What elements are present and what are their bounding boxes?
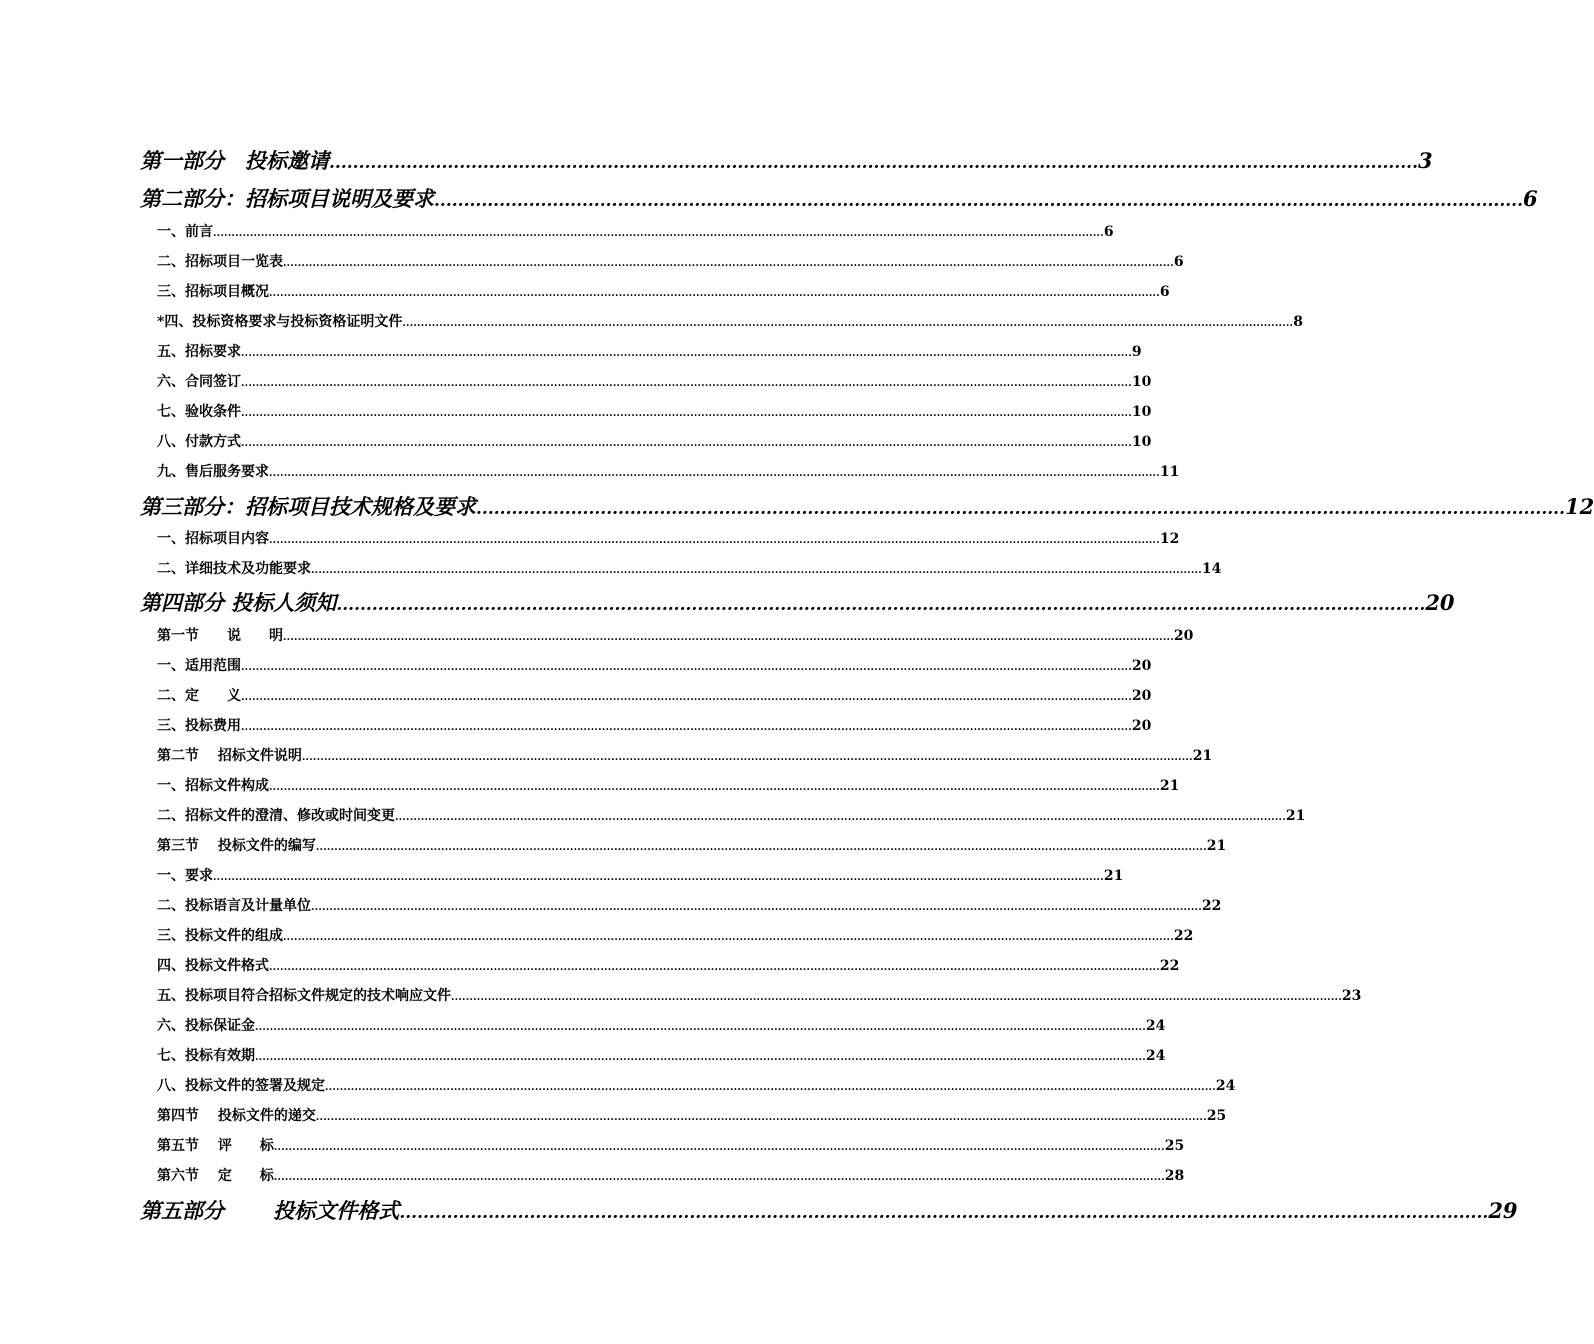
toc-entry[interactable] [157, 715, 1152, 737]
toc-leader: .................................................................................................................................................................................................................................................. [273, 1142, 1165, 1153]
toc-leader: .................................................................................................................................................................................................................................................. [269, 962, 1160, 973]
toc-leader: .................................................................................................................................................................................................................................................. [241, 662, 1132, 673]
toc-page-number: 20 [1131, 718, 1152, 734]
toc-entry-label: 第三部分：招标项目技术规格及要求 [140, 494, 476, 519]
toc-entry-label: 五、招标要求 [157, 344, 241, 360]
toc-leader: ........................................................................................................................................................................................ [336, 595, 1426, 615]
toc-leader: .................................................................................................................................................................................................................................................. [255, 1052, 1146, 1063]
toc-entry-label: 七、投标有效期 [157, 1048, 255, 1064]
toc-entry[interactable] [157, 805, 1306, 827]
toc-page-number: 6 [1103, 224, 1114, 240]
toc-leader: .................................................................................................................................................................................................................................................. [255, 1022, 1146, 1033]
toc-entry-label: 七、验收条件 [157, 404, 241, 420]
toc-page-number: 10 [1131, 434, 1152, 450]
toc-entry-label: 第五节 评 标 [157, 1138, 274, 1154]
toc-entry[interactable] [157, 655, 1152, 677]
toc-entry[interactable] [157, 341, 1142, 363]
toc-page-number: 21 [1159, 778, 1180, 794]
toc-entry-label: 二、定 义 [157, 688, 241, 704]
toc-entry-label: 第六节 定 标 [157, 1168, 274, 1184]
toc-entry[interactable] [157, 985, 1362, 1007]
toc-entry-label: 三、招标项目概况 [157, 284, 269, 300]
toc-leader: .................................................................................................................................................................................................................................................. [241, 692, 1132, 703]
toc-entry-label: 九、售后服务要求 [157, 464, 269, 480]
toc-page-number: 24 [1145, 1018, 1166, 1034]
toc-entry-label: *四、投标资格要求与投标资格证明文件 [157, 314, 403, 330]
toc-entry-label: 第一部分 投标邀请 [140, 148, 329, 173]
toc-page-number: 20 [1425, 590, 1455, 615]
toc-leader: .................................................................................................................................................................................................................................................. [269, 288, 1160, 299]
toc-entry[interactable] [157, 1045, 1166, 1067]
toc-entry[interactable] [157, 1105, 1227, 1127]
toc-entry-label: 三、投标费用 [157, 718, 241, 734]
toc-entry[interactable] [157, 835, 1227, 857]
toc-entry[interactable] [157, 1015, 1166, 1037]
toc-entry-label: 八、投标文件的签署及规定 [157, 1078, 325, 1094]
toc-leader: ........................................................................................................................................................................................ [399, 1203, 1489, 1223]
toc-entry-label: 二、招标项目一览表 [157, 254, 283, 270]
toc-entry[interactable] [157, 1135, 1185, 1157]
toc-leader: .................................................................................................................................................................................................................................................. [402, 318, 1294, 329]
toc-entry-label: 六、合同签订 [157, 374, 241, 390]
toc-page-number: 12 [1565, 494, 1594, 519]
toc-page-number: 10 [1131, 374, 1152, 390]
toc-page-number: 25 [1206, 1108, 1227, 1124]
toc-leader: .................................................................................................................................................................................................................................................. [451, 992, 1342, 1003]
toc-entry[interactable] [157, 528, 1180, 550]
toc-entry-label: 第四部分 投标人须知 [140, 590, 337, 615]
toc-page-number: 29 [1488, 1198, 1518, 1223]
toc-entry-label: 四、投标文件格式 [157, 958, 269, 974]
toc-entry[interactable] [157, 281, 1170, 303]
toc-page-number: 24 [1215, 1078, 1236, 1094]
toc-entry[interactable] [140, 1196, 1518, 1226]
toc-leader: .................................................................................................................................................................................................................................................. [269, 468, 1160, 479]
toc-page-number: 28 [1164, 1168, 1185, 1184]
toc-page-number: 21 [1285, 808, 1306, 824]
toc-entry[interactable] [157, 955, 1180, 977]
toc-leader: ........................................................................................................................................................................................ [329, 153, 1418, 173]
toc-leader: .................................................................................................................................................................................................................................................. [283, 932, 1174, 943]
toc-entry-label: 第二部分：招标项目说明及要求 [140, 186, 434, 211]
toc-entry[interactable] [140, 184, 1538, 214]
toc-entry[interactable] [157, 221, 1114, 243]
toc-entry[interactable] [157, 1165, 1185, 1187]
toc-page-number: 22 [1173, 928, 1194, 944]
toc-entry-label: 一、适用范围 [157, 658, 241, 674]
toc-leader: .................................................................................................................................................................................................................................................. [269, 535, 1160, 546]
toc-leader: .................................................................................................................................................................................................................................................. [311, 902, 1202, 913]
toc-entry-label: 第一节 说 明 [157, 628, 283, 644]
toc-entry[interactable] [140, 588, 1455, 618]
toc-page-number: 6 [1173, 254, 1184, 270]
toc-page-number: 22 [1201, 898, 1222, 914]
toc-entry-label: 第二节 招标文件说明 [157, 748, 302, 764]
toc-entry-label: 六、投标保证金 [157, 1018, 255, 1034]
toc-entry[interactable] [157, 745, 1213, 767]
toc-entry[interactable] [140, 492, 1594, 522]
toc-entry[interactable] [157, 401, 1152, 423]
toc-page-number: 12 [1159, 531, 1180, 547]
toc-leader: .................................................................................................................................................................................................................................................. [269, 782, 1160, 793]
toc-entry[interactable] [140, 146, 1433, 176]
toc-entry-label: 一、前言 [157, 224, 213, 240]
toc-entry-label: 三、投标文件的组成 [157, 928, 283, 944]
toc-leader: .................................................................................................................................................................................................................................................. [395, 812, 1286, 823]
toc-page-number: 25 [1164, 1138, 1185, 1154]
toc-entry[interactable] [157, 775, 1180, 797]
toc-entry-label: 五、投标项目符合招标文件规定的技术响应文件 [157, 988, 451, 1004]
toc-leader: .................................................................................................................................................................................................................................................. [315, 1112, 1207, 1123]
toc-leader: .................................................................................................................................................................................................................................................. [315, 842, 1207, 853]
toc-entry[interactable] [157, 895, 1222, 917]
toc-entry[interactable] [157, 558, 1222, 580]
toc-entry-label: 二、详细技术及功能要求 [157, 561, 311, 577]
toc-leader: .................................................................................................................................................................................................................................................. [241, 722, 1132, 733]
toc-leader: .................................................................................................................................................................................................................................................. [213, 872, 1104, 883]
toc-entry[interactable] [157, 685, 1152, 707]
toc-page-number: 11 [1159, 464, 1180, 480]
toc-entry[interactable] [157, 431, 1152, 453]
toc-page-number: 3 [1418, 148, 1433, 173]
toc-page-number: 20 [1131, 688, 1152, 704]
toc-entry-label: 八、付款方式 [157, 434, 241, 450]
toc-entry[interactable] [157, 1075, 1236, 1097]
toc-leader: .................................................................................................................................................................................................................................................. [241, 378, 1132, 389]
toc-entry-label: 一、要求 [157, 868, 213, 884]
toc-page-number: 6 [1159, 284, 1170, 300]
toc-entry[interactable] [157, 865, 1124, 887]
toc-leader: .................................................................................................................................................................................................................................................. [283, 632, 1174, 643]
toc-entry[interactable] [157, 311, 1303, 333]
toc-entry-label: 第五部分 投标文件格式 [140, 1198, 400, 1223]
toc-entry-label: 二、投标语言及计量单位 [157, 898, 311, 914]
toc-leader: ........................................................................................................................................................................................ [434, 191, 1523, 211]
toc-leader: .................................................................................................................................................................................................................................................. [283, 258, 1174, 269]
toc-entry[interactable] [157, 625, 1194, 647]
toc-page-number: 8 [1293, 314, 1303, 330]
toc-page-number: 6 [1523, 186, 1538, 211]
toc-entry[interactable] [157, 461, 1180, 483]
toc-page-number: 10 [1131, 404, 1152, 420]
toc-entry-label: 二、招标文件的澄清、修改或时间变更 [157, 808, 395, 824]
toc-leader: .................................................................................................................................................................................................................................................. [213, 228, 1104, 239]
toc-page-number: 9 [1131, 344, 1142, 360]
toc-page-number: 24 [1145, 1048, 1166, 1064]
toc-page-number: 20 [1173, 628, 1194, 644]
toc-entry-label: 第四节 投标文件的递交 [157, 1108, 316, 1124]
toc-entry-label: 一、招标项目内容 [157, 531, 269, 547]
toc-leader: .................................................................................................................................................................................................................................................. [241, 408, 1132, 419]
toc-leader: .................................................................................................................................................................................................................................................. [241, 348, 1132, 359]
toc-page-number: 22 [1159, 958, 1180, 974]
toc-entry[interactable] [157, 371, 1152, 393]
toc-page-number: 20 [1131, 658, 1152, 674]
toc-leader: .................................................................................................................................................................................................................................................. [301, 752, 1193, 763]
toc-leader: .................................................................................................................................................................................................................................................. [325, 1082, 1216, 1093]
toc-page-number: 23 [1341, 988, 1362, 1004]
toc-entry-label: 第三节 投标文件的编写 [157, 838, 316, 854]
toc-leader: .................................................................................................................................................................................................................................................. [273, 1172, 1165, 1183]
toc-entry[interactable] [157, 251, 1184, 273]
toc-page-number: 21 [1206, 838, 1227, 854]
toc-entry-label: 一、招标文件构成 [157, 778, 269, 794]
toc-page-number: 14 [1201, 561, 1222, 577]
toc-leader: .................................................................................................................................................................................................................................................. [311, 565, 1202, 576]
toc-leader: ........................................................................................................................................................................................ [476, 499, 1565, 519]
toc-page-number: 21 [1192, 748, 1213, 764]
toc-leader: .................................................................................................................................................................................................................................................. [241, 438, 1132, 449]
toc-entry[interactable] [157, 925, 1194, 947]
toc-page-number: 21 [1103, 868, 1124, 884]
